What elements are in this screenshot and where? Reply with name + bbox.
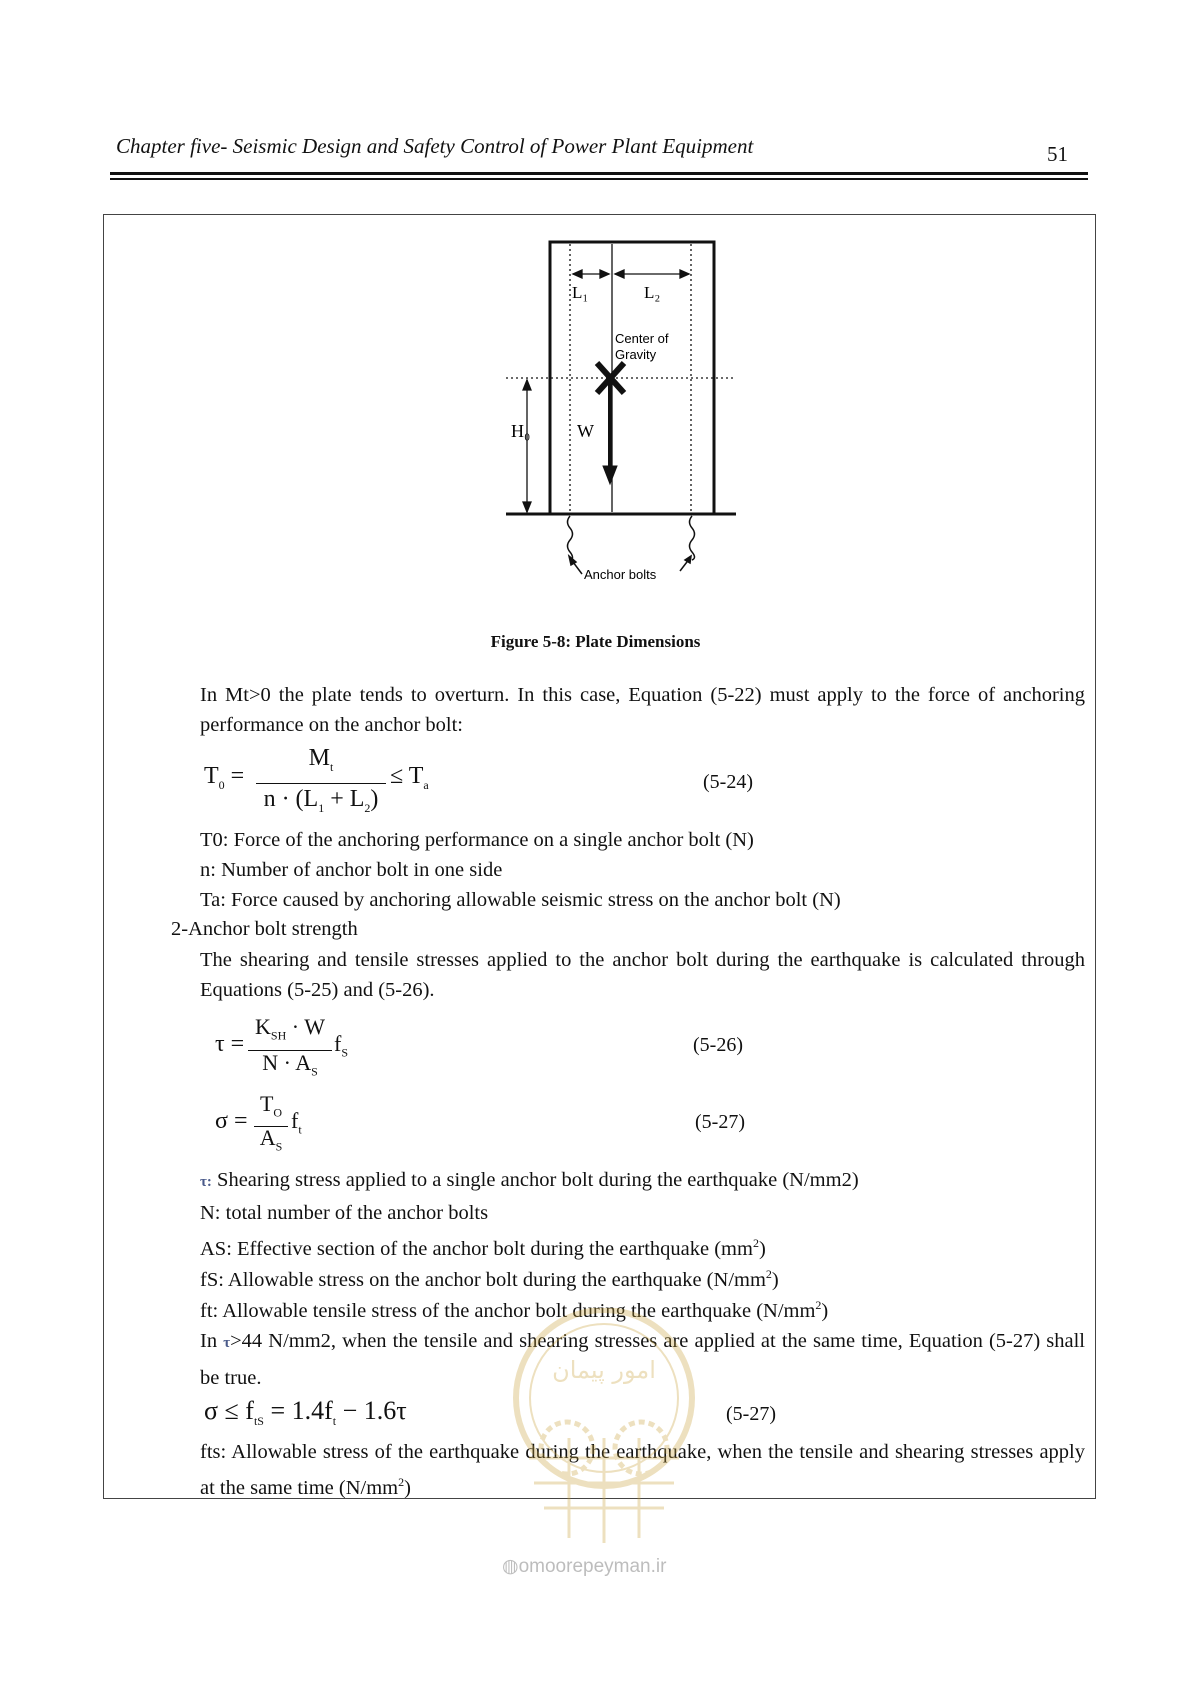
equation-5-24-numerator: $M_t$ [256,742,386,784]
equation-5-26-denominator: $N \cdot A_S$ [262,1050,318,1079]
equation-5-24-lhs: $T_0$ = [204,763,245,792]
definition-tau: τ: Shearing stress applied to a single anchor bolt during the earthquake (N/mm2) [200,1169,859,1191]
weight-arrow [603,378,617,484]
paragraph-combined-stress: In τ>44 N/mm2, when the tensile and shearing stresses are applied at the same time, Equation (5-27) shall be true. [200,1330,1086,1389]
equation-5-26-numerator: $K_{SH} \cdot W$ [248,1012,332,1051]
equation-5-24-rhs: ≤ $T_a$ [390,763,429,792]
equation-5-26-factor: $f_S$ [334,1031,349,1060]
paragraph-overturn: In Mt>0 the plate tends to overturn. In this case, Equation (5-22) must apply to the force of anchoring performance on the anchor bolt: [200,684,1085,736]
tau-symbol-icon: τ: [200,1174,212,1190]
equation-5-27-lhs: σ = [215,1108,248,1134]
definition-n-total: N: total number of the anchor bolts [200,1202,489,1224]
definition-n: n: Number of anchor bolt in one side [200,859,503,881]
watermark-logo [489,1308,719,1548]
definition-fs: fS: Allowable stress on the anchor bolt during the earthquake $(N/mm^2)$ [200,1267,779,1291]
running-header: Chapter five- Seismic Design and Safety Control of Power Plant Equipment [116,134,754,158]
equation-5-27-denominator: $A_S$ [259,1125,283,1154]
plate-dimensions-figure [0,0,1191,620]
section-heading-anchor-bolt-strength: 2-Anchor bolt strength [171,918,358,940]
equation-number-5-26: (5-26) [693,1034,743,1056]
plate-outline [506,242,736,514]
label-l1: L₁ [572,283,589,302]
label-cog-line1: Center of [615,331,669,346]
label-weight: W [577,421,594,441]
definition-ft: ft: Allowable tensile stress of the anchor bolt during the earthquake $(N/mm^2)$ [200,1298,829,1322]
dimension-arrows [523,270,689,512]
label-anchor-bolts: Anchor bolts [584,567,657,582]
equation-number-5-27-combined: (5-27) [726,1403,776,1425]
equation-5-27-factor: $f_t$ [291,1108,302,1137]
anchor-bolts-icon [568,516,695,574]
definition-as: AS: Effective section of the anchor bolt during the earthquake $(mm^2)$ [200,1236,766,1260]
paragraph-fts: fts: Allowable stress of the earthquake during the earthquake, when the tensile and shearing stresses apply at the same time $(N/mm^2)$ [200,1441,1085,1499]
equation-5-27-combined: $\sigma \le f_{tS} = 1.4f_t - 1.6\tau$ [204,1396,407,1429]
watermark-logo-text: امور پیمان [552,1356,656,1384]
label-cog-line2: Gravity [615,347,657,362]
equation-number-5-24: (5-24) [703,771,753,793]
label-height: H₀ [511,421,531,441]
globe-icon: ◍ [502,1556,519,1577]
definition-ta: Ta: Force caused by anchoring allowable seismic stress on the anchor bolt (N) [200,889,841,911]
paragraph-stresses: The shearing and tensile stresses applied to the anchor bolt during the earthquake is calculated through Equations (5-25) and (5-26). [200,949,1085,1001]
page-number: 51 [1047,142,1068,166]
equation-5-24-denominator: $n \cdot (L_1 + L_2)$ [263,786,379,815]
equation-5-27-numerator: $T_O$ [254,1090,288,1127]
equation-5-26-lhs: τ = [215,1031,245,1057]
watermark-site: ◍omoorepeyman.ir [502,1556,667,1577]
figure-caption: Figure 5-8: Plate Dimensions [490,632,701,651]
equation-number-5-27: (5-27) [695,1111,745,1133]
label-l2: L₂ [644,283,661,302]
tau-symbol-icon: τ [223,1335,231,1351]
definition-t0: T0: Force of the anchoring performance on a single anchor bolt (N) [200,829,754,851]
